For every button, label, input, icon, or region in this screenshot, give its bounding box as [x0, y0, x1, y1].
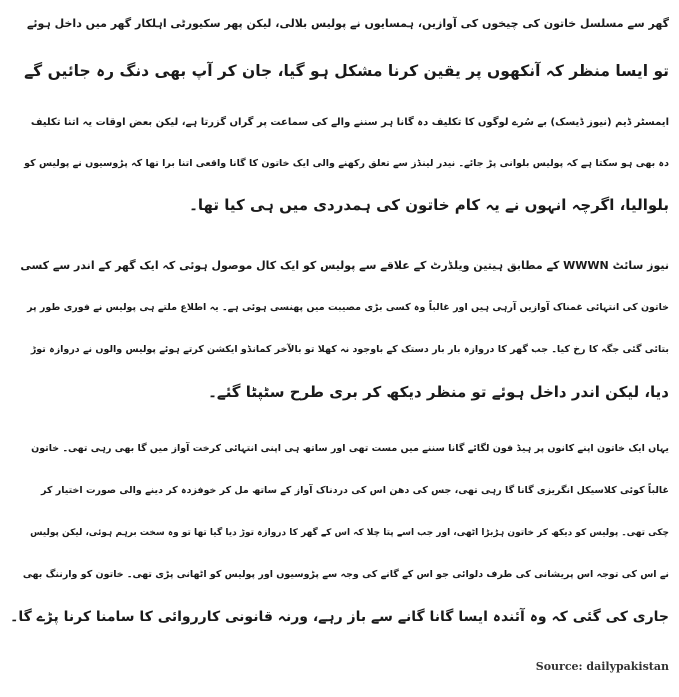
paragraph-2-line-2: خاتون کی انتہائی غمناک آوازیں آرہی ہیں اور غالباً وہ کسی بڑی مصیبت میں پھنسی ہوئی ہے۔ یہ اطلاع ملتے ہی پولیس نے فوری طور پر: [27, 302, 669, 313]
paragraph-1-line-1: ایمسٹر ڈیم (نیوز ڈیسک) بے سُرے لوگوں کا تکلیف دہ گانا ہر سننے والے کی سماعت پر گراں گزرتا ہے، لیکن بعض اوقات یہ اتنا تکلیف: [30, 117, 669, 128]
paragraph-2-line-3: بتائی گئی جگہ کا رخ کیا۔ جب گھر کا دروازہ بار بار دستک کے باوجود نہ کھلا تو بالآخر کمانڈو ایکشن کرتے ہوئے پولیس والوں نے دروازہ توڑ: [30, 344, 669, 355]
paragraph-3-line-2: غالباً کوئی کلاسیکل انگریزی گانا گا رہی تھی، جس کی دھن اس کی دردناک آواز کے ساتھ مل کر خوفزدہ کر دینے والی صورت اختیار کر: [41, 485, 669, 496]
paragraph-3-line-5: جاری کی گئی کہ وہ آئندہ ایسا گانا گانے سے باز رہے، ورنہ قانونی کارروائی کا سامنا کرنا پڑے گا۔: [10, 609, 669, 625]
paragraph-3-line-1: یہاں ایک خاتون اپنے کانوں پر ہیڈ فون لگائے گانا سننے میں مست تھی اور ساتھ ہی اپنی انتہائی کرخت آواز میں گا بھی رہی تھی۔ خاتون: [31, 443, 669, 454]
paragraph-2-line-1: نیوز سائٹ WWWN کے مطابق ہیتین ویلڈرٹ کے علاقے سے پولیس کو ایک کال موصول ہوئی کہ ایک گھر کے اندر سے کسی: [20, 259, 669, 272]
paragraph-3-line-4: نے اس کی توجہ اس پریشانی کی طرف دلوائی جو اس کے گانے کی وجہ سے پڑوسیوں اور پولیس کو اٹھانی پڑی تھی۔ خاتون کو وارننگ بھی: [22, 569, 669, 580]
paragraph-3-line-3: چکی تھی۔ پولیس کو دیکھ کر خاتون ہڑبڑا اٹھی، اور جب اسے پتا چلا کہ اس کے گھر کا دروازہ توڑ دیا گیا تھا تو وہ سخت برہم ہوئی، لیکن پولیس: [30, 528, 669, 538]
paragraph-1-line-2: دہ بھی ہو سکتا ہے کہ پولیس بلوانی پڑ جائے۔ نیدر لینڈز سے تعلق رکھنے والی ایک خاتون کا گانا واقعی اتنا برا تھا کہ پڑوسیوں نے پولیس کو: [24, 158, 669, 169]
headline-line-1: گھر سے مسلسل خاتون کی چیخوں کی آوازیں، ہمسایوں نے پولیس بلالی، لیکن پھر سکیورٹی اہلکار گھر میں داخل ہوئے: [26, 17, 669, 30]
source-credit: Source: dailypakistan: [535, 660, 669, 673]
paragraph-1-line-3: بلوالیا، اگرچہ انہوں نے یہ کام خاتون کی ہمدردی میں ہی کیا تھا۔: [189, 196, 669, 214]
headline-line-2: تو ایسا منظر کہ آنکھوں پر یقین کرنا مشکل ہو گیا، جان کر آپ بھی دنگ رہ جائیں گے: [24, 62, 669, 80]
paragraph-2-line-4: دیا، لیکن اندر داخل ہوئے تو منظر دیکھ کر بری طرح سٹپٹا گئے۔: [208, 383, 669, 401]
